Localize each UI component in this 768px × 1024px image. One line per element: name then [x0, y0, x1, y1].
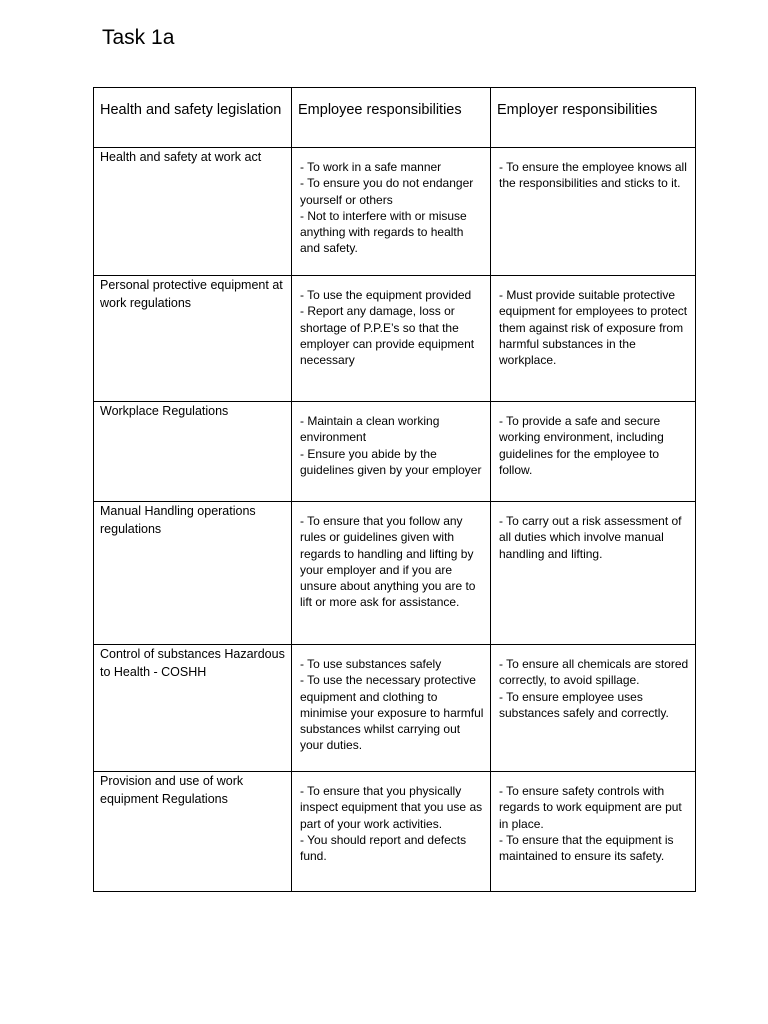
employee-responsibilities-cell [292, 402, 491, 502]
responsibility-item: - Not to interfere with or misuse anything with regards to health and safety. [300, 208, 467, 256]
table-row [94, 276, 696, 402]
responsibility-item: - To ensure you do not endanger yourself or others [300, 176, 474, 207]
table-row [94, 645, 696, 772]
responsibility-item: - Ensure you abide by the guidelines given by your employer [300, 446, 482, 477]
responsibility-item: - To ensure that the equipment is maintained to ensure its safety. [499, 832, 674, 864]
employer-responsibilities-cell [491, 402, 696, 502]
table-header-row [94, 88, 696, 148]
legislation-cell: Control of substances Hazardous to Health - COSHH [94, 645, 292, 772]
responsibility-item: - To use the necessary protective equipment and clothing to minimise your exposure to harmful substances whilst carrying out your duties. [300, 673, 484, 753]
column-header-employee: Employee responsibilities [292, 88, 491, 148]
legislation-cell: Health and safety at work act [94, 148, 292, 276]
employer-responsibilities-cell [491, 772, 696, 892]
employee-responsibilities-cell [292, 148, 491, 276]
responsibility-item: - To ensure employee uses substances safely and correctly. [499, 689, 669, 720]
responsibility-item: - To ensure the employee knows all the responsibilities and sticks to it. [499, 160, 687, 191]
responsibility-item: - To provide a safe and secure working environment, including guidelines for the employee to follow. [499, 414, 664, 477]
employer-responsibilities-cell [491, 276, 696, 402]
responsibility-item: - Report any damage, loss or shortage of P.P.E’s so that the employer can provide equipment necessary [300, 304, 475, 368]
table-row [94, 502, 696, 645]
responsibility-item: - To ensure safety controls with regards to work equipment are put in place. [499, 784, 682, 831]
table-row [94, 402, 696, 502]
employer-responsibilities-cell [491, 502, 696, 645]
legislation-cell: Workplace Regulations [94, 402, 292, 502]
responsibility-item: - Must provide suitable protective equipment for employees to protect them against risk of exposure from harmful substances in the workplace. [499, 288, 688, 368]
page-title: Task 1a [102, 26, 175, 49]
legislation-cell: Personal protective equipment at work regulations [94, 276, 292, 402]
employee-responsibilities-cell [292, 276, 491, 402]
legislation-cell: Provision and use of work equipment Regulations [94, 772, 292, 892]
responsibility-item: - You should report and defects fund. [300, 832, 467, 864]
column-header-legislation: Health and safety legislation [94, 88, 292, 148]
employer-responsibilities-cell [491, 645, 696, 772]
employee-responsibilities-cell [292, 772, 491, 892]
column-header-employer: Employer responsibilities [491, 88, 696, 148]
responsibility-item: - To use the equipment provided [300, 288, 472, 302]
responsibility-item: - To ensure that you follow any rules or guidelines given with regards to handling and lifting by your employer and if you are unsure about anything you are to lift or more ask for assistance. [300, 514, 476, 610]
responsibility-item: - To ensure all chemicals are stored correctly, to avoid spillage. [499, 657, 689, 688]
responsibility-item: - To ensure that you physically inspect equipment that you use as part of your work activities. [300, 784, 483, 831]
responsibility-item: - To use substances safely [300, 657, 442, 671]
legislation-cell: Manual Handling operations regulations [94, 502, 292, 645]
responsibility-item: - To work in a safe manner [300, 160, 442, 174]
table-row [94, 772, 696, 892]
employer-responsibilities-cell [491, 148, 696, 276]
responsibility-item: - To carry out a risk assessment of all duties which involve manual handling and lifting. [499, 514, 682, 561]
employee-responsibilities-cell [292, 645, 491, 772]
table-row [94, 148, 696, 276]
responsibilities-table [93, 87, 696, 892]
responsibility-item: - Maintain a clean working environment [300, 414, 440, 445]
employee-responsibilities-cell [292, 502, 491, 645]
